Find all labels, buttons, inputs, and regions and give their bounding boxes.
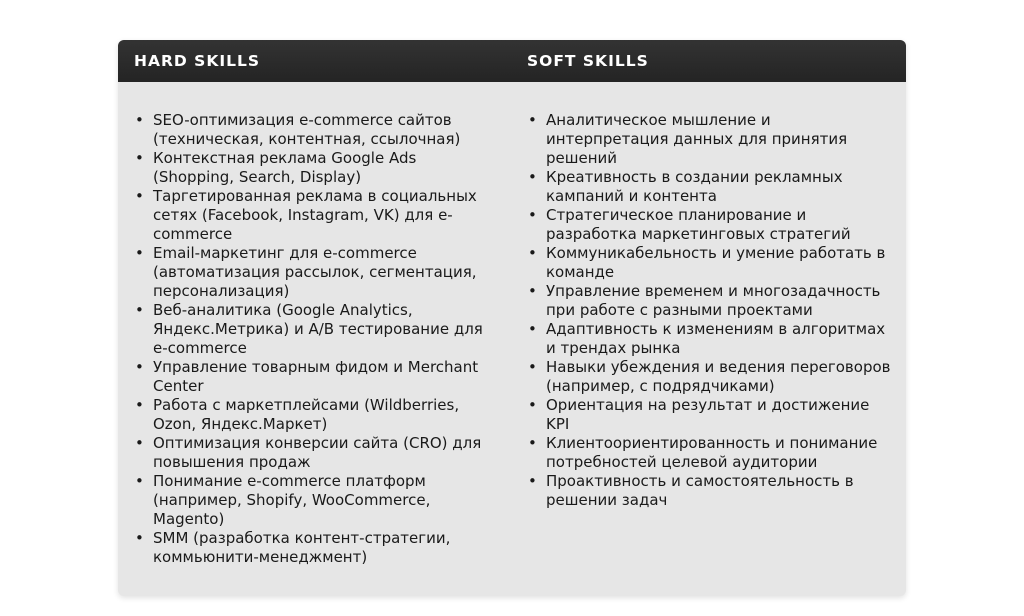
soft-skills-heading: SOFT SKILLS — [527, 52, 649, 70]
bullet-icon: • — [135, 187, 144, 205]
list-item-text: Понимание e-commerce платформ (например, Shopify, WooCommerce, Magento) — [153, 472, 431, 528]
list-item-text: Клиентоориентированность и понимание потребностей целевой аудитории — [546, 434, 878, 471]
bullet-icon: • — [135, 434, 144, 452]
list-item-text: Коммуникабельность и умение работать в команде — [546, 244, 886, 281]
list-item — [134, 396, 498, 434]
bullet-icon: • — [135, 529, 144, 547]
bullet-icon: • — [135, 111, 144, 129]
list-item-text: Контекстная реклама Google Ads (Shopping, Search, Display) — [153, 149, 417, 186]
list-item — [527, 111, 897, 168]
bullet-icon: • — [528, 282, 537, 300]
list-item — [527, 472, 897, 510]
list-item-text: Навыки убеждения и ведения переговоров (например, с подрядчиками) — [546, 358, 891, 395]
list-item — [134, 111, 498, 149]
bullet-icon: • — [135, 244, 144, 262]
bullet-icon: • — [528, 320, 537, 338]
bullet-icon: • — [135, 149, 144, 167]
bullet-icon: • — [528, 206, 537, 224]
list-item-text: Управление товарным фидом и Merchant Center — [153, 358, 479, 395]
hard-skills-list — [134, 111, 494, 567]
hard-skills-heading: HARD SKILLS — [134, 52, 261, 70]
list-item — [134, 244, 498, 301]
list-item — [527, 434, 897, 472]
bullet-icon: • — [135, 358, 144, 376]
list-item — [134, 187, 498, 244]
bullet-icon: • — [528, 434, 537, 452]
list-item-text: Креативность в создании рекламных кампаний и контента — [546, 168, 843, 205]
skills-table — [118, 40, 906, 596]
list-item-text: Стратегическое планирование и разработка маркетинговых стратегий — [546, 206, 851, 243]
list-item-text: Управление временем и многозадачность при работе с разными проектами — [546, 282, 881, 319]
list-item-text: SEO-оптимизация e-commerce сайтов (техническая, контентная, ссылочная) — [153, 111, 461, 148]
list-item-text: SMM (разработка контент-стратегии, коммьюнити-менеджмент) — [153, 529, 451, 566]
bullet-icon: • — [135, 301, 144, 319]
bullet-icon: • — [135, 396, 144, 414]
list-item-text: Ориентация на результат и достижение KPI — [546, 396, 870, 433]
list-item — [527, 244, 897, 282]
list-item — [527, 320, 897, 358]
list-item — [134, 301, 498, 358]
list-item — [134, 529, 498, 567]
table-header — [118, 40, 906, 82]
list-item — [527, 396, 897, 434]
bullet-icon: • — [528, 472, 537, 490]
soft-skills-list — [527, 111, 897, 510]
list-item — [134, 358, 498, 396]
list-item-text: Работа с маркетплейсами (Wildberries, Ozon, Яндекс.Маркет) — [153, 396, 460, 433]
bullet-icon: • — [528, 168, 537, 186]
bullet-icon: • — [528, 358, 537, 376]
list-item-text: Аналитическое мышление и интерпретация данных для принятия решений — [546, 111, 848, 167]
list-item-text: Проактивность и самостоятельность в решении задач — [546, 472, 854, 509]
list-item — [527, 282, 897, 320]
bullet-icon: • — [528, 111, 537, 129]
bullet-icon: • — [528, 244, 537, 262]
list-item — [527, 358, 897, 396]
list-item — [527, 206, 897, 244]
list-item-text: Таргетированная реклама в социальных сетях (Facebook, Instagram, VK) для e-commerce — [153, 187, 477, 243]
list-item-text: Веб-аналитика (Google Analytics, Яндекс.Метрика) и A/B тестирование для e-commerce — [153, 301, 483, 357]
bullet-icon: • — [135, 472, 144, 490]
list-item — [134, 149, 498, 187]
list-item-text: Email-маркетинг для e-commerce (автоматизация рассылок, сегментация, персонализация) — [153, 244, 477, 300]
list-item-text: Адаптивность к изменениям в алгоритмах и трендах рынка — [546, 320, 886, 357]
bullet-icon: • — [528, 396, 537, 414]
list-item — [134, 472, 498, 529]
list-item — [527, 168, 897, 206]
list-item — [134, 434, 498, 472]
list-item-text: Оптимизация конверсии сайта (CRO) для повышения продаж — [153, 434, 482, 471]
